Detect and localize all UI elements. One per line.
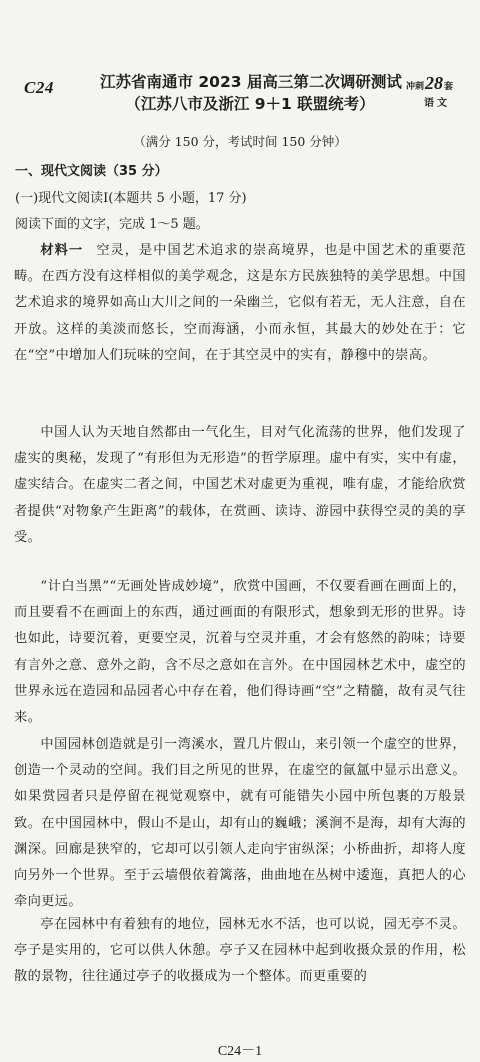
paragraph-text: “计白当黑”“无画处皆成妙境”，欣赏中国画，不仅要看画在画面上的，而且要看不在画面上的东西，通过画面的有限形式，想象到无形的世界。诗也如此，诗要沉着，更要空灵，沉着与空灵并重，才会有悠然的韵味；诗要有言外之意、意外之韵，含不尽之意如在言外。在中国园林艺术中，虚空的世界永远在造园和品园者心中存在着，他们得诗画“空”之精髓，故有灵气往来。 xyxy=(14,579,466,726)
series-logo xyxy=(406,72,464,92)
section-title: 一、现代文阅读（35 分） xyxy=(15,164,168,179)
reading-instruction: 阅读下面的文字，完成 1～5 题。 xyxy=(15,217,209,232)
logo-suffix: 套 xyxy=(444,82,454,92)
logo-text: 冲刺 xyxy=(406,82,425,92)
subsection-title: (一)现代文阅读Ⅰ(本题共 5 小题，17 分) xyxy=(15,191,247,206)
paragraph-text: 亭在园林中有着独有的地位，园林无水不活，也可以说，园无亭不灵。亭子是实用的，它可以供人休憩。亭子又在园林中起到收摄众景的作用，松散的景物，往往通过亭子的收摄成为一个整体。而更重要的 xyxy=(14,917,466,985)
page-header xyxy=(0,70,480,120)
paragraph xyxy=(14,238,466,369)
paragraph xyxy=(14,420,466,551)
exam-info: （满分 150 分，考试时间 150 分钟） xyxy=(133,134,347,149)
logo-number: 28 xyxy=(425,73,444,93)
exam-title: 江苏省南通市 2023 届高三第二次调研测试 xyxy=(100,73,402,91)
paragraph-text: 中国园林创造就是引一湾溪水，置几片假山，来引领一个虚空的世界，创造一个灵动的空间。我们目之所见的世界，在虚空的氤氲中显示出意义。如果赏园者只是停留在视觉观察中，就有可能错失小园中所包裹的万般景致。在中国园林中，假山不是山，却有山的巍峨；溪涧不是海，却有大海的渊深。回廊是狭窄的，它却可以引领人走向宇宙纵深；小桥曲折，却将人度向另外一个世界。至于云墙偎依着篱落，曲曲地在丛树中逶迤，真把人的心牵向更远。 xyxy=(14,737,466,910)
material-label: 材料一 xyxy=(40,243,84,258)
paragraph xyxy=(14,912,466,991)
paragraph xyxy=(14,574,466,731)
page-number: C24－1 xyxy=(217,1044,263,1059)
paper-code: C24 xyxy=(24,78,54,97)
subject-label: 语文 xyxy=(424,98,450,109)
paragraph-text: 中国人认为天地自然都由一气化生，目对气化流荡的世界，他们发现了虚实的奥秘，发现了“有形但为无形造”的哲学原理。虚中有实，实中有虚，虚实结合。在虚实二者之间，中国艺术对虚更为重视，唯有虚，才能给欣赏者提供“对物象产生距离”的载体，在赏画、读诗、游园中获得空灵的美的享受。 xyxy=(14,425,466,545)
paragraph xyxy=(14,732,466,915)
exam-subtitle: （江苏八市及浙江 9＋1 联盟统考） xyxy=(125,95,375,113)
paragraph-text: 空灵，是中国艺术追求的崇高境界，也是中国艺术的重要范畴。在西方没有这样相似的美学观念，这是东方民族独特的美学思想。中国艺术追求的境界如高山大川之间的一朵幽兰，它似有若无，无人注意，自在开放。这样的美淡而悠长，空而海涵，小而永恒，其最大的妙处在于：它在“空”中增加人们玩味的空间，在于其空灵中的实有，静穆中的崇高。 xyxy=(14,243,466,363)
